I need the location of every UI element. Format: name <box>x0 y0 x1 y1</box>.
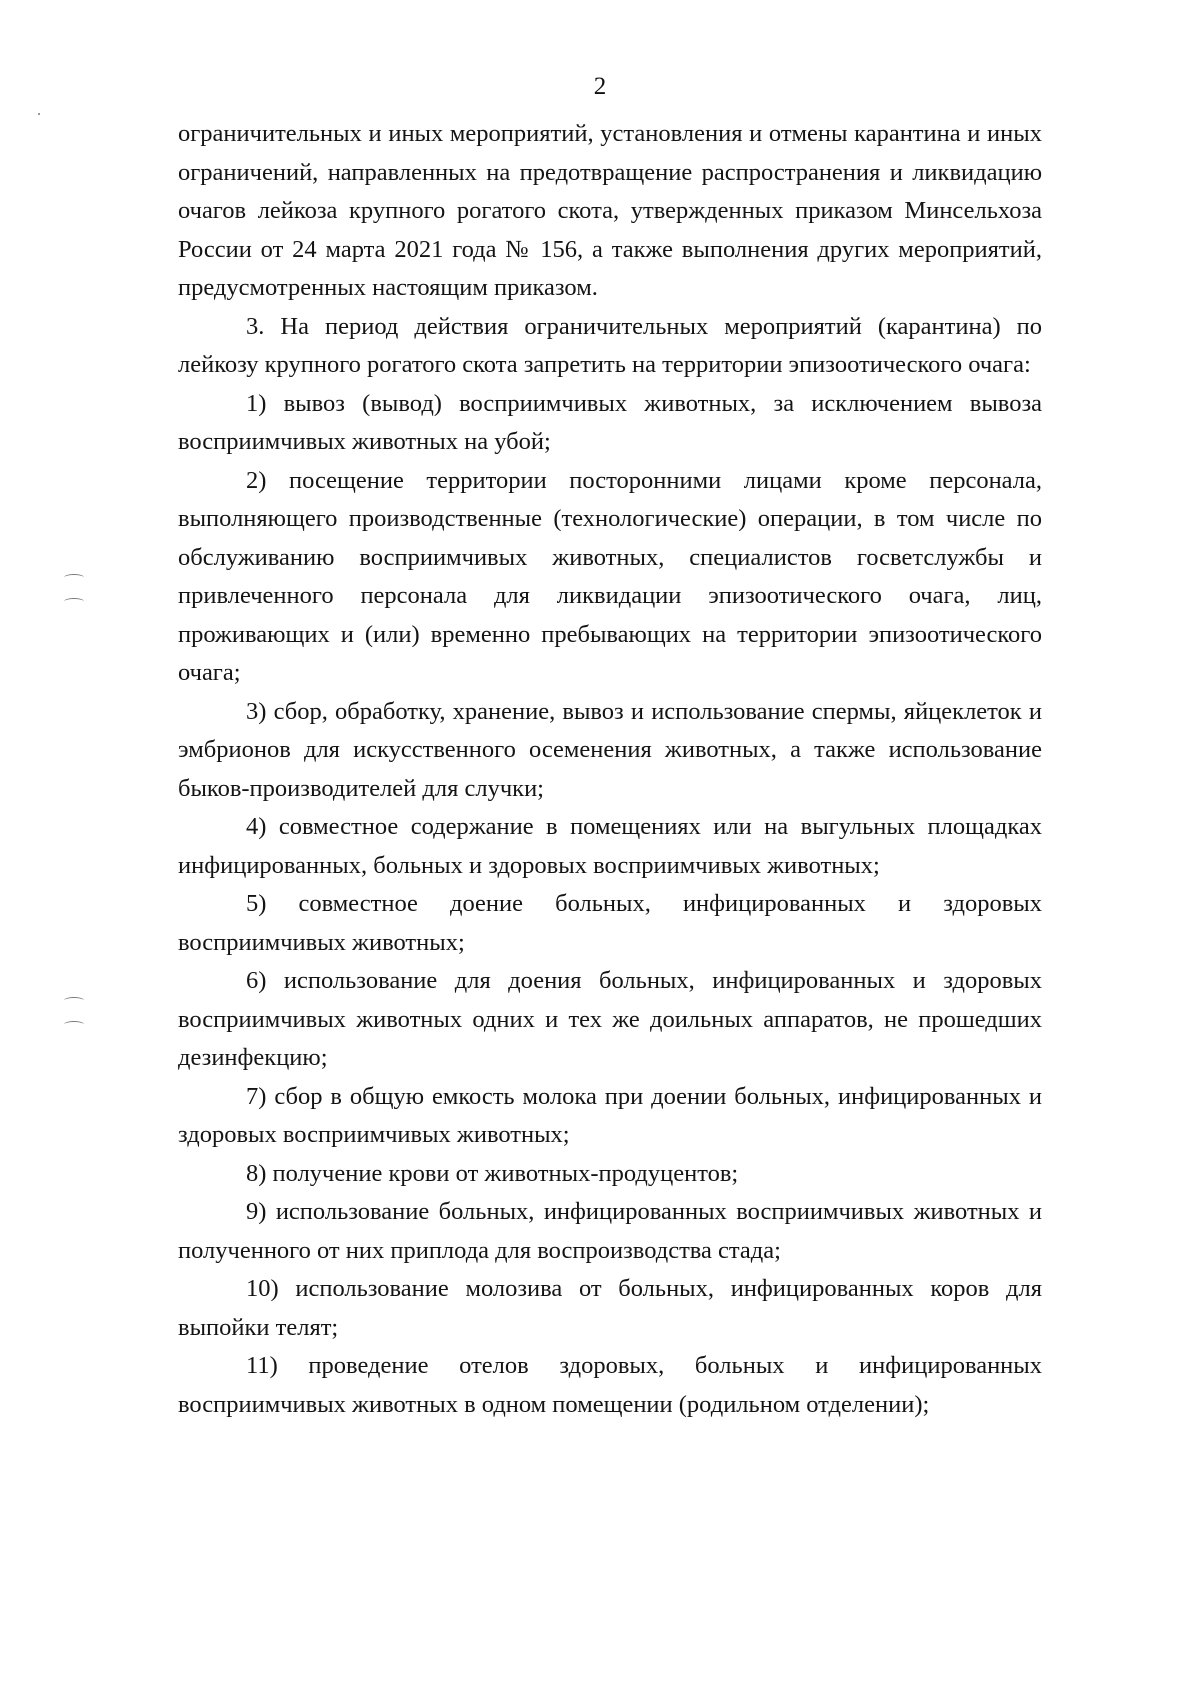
scan-hole-mark <box>64 598 84 605</box>
scan-hole-mark <box>64 997 84 1004</box>
list-item-2: 2) посещение территории посторонними лицами кроме персонала, выполняющего производственные (технологические) операции, в том числе по обслуживанию восприимчивых животных, специалистов госветслужбы и привлеченного персонала для ликвидации эпизоотического очага, лиц, проживающих и (или) временно пребывающих на территории эпизоотического очага; <box>178 466 1042 686</box>
list-item-6: 6) использование для доения больных, инфицированных и здоровых восприимчивых животных одних и тех же доильных аппаратов, не прошедших дезинфекцию; <box>178 967 1042 1071</box>
list-item-8: 8) получение крови от животных-продуцентов; <box>246 1159 739 1187</box>
paragraph-item-3: 3. На период действия ограничительных мероприятий (карантина) по лейкозу крупного рогатого скота запретить на территории эпизоотического очага: <box>178 312 1042 378</box>
list-item-9: 9) использование больных, инфицированных восприимчивых животных и полученного от них приплода для воспроизводства стада; <box>178 1198 1042 1264</box>
list-item-4: 4) совместное содержание в помещениях или на выгульных площадках инфицированных, больных и здоровых восприимчивых животных; <box>178 813 1042 879</box>
list-item-7: 7) сбор в общую емкость молока при доении больных, инфицированных и здоровых восприимчивых животных; <box>178 1082 1042 1148</box>
list-item-3: 3) сбор, обработку, хранение, вывоз и использование спермы, яйцеклеток и эмбрионов для искусственного осеменения животных, а также использование быков-производителей для случки; <box>178 697 1042 802</box>
scan-hole-mark <box>64 1021 84 1028</box>
list-item-5: 5) совместное доение больных, инфицированных и здоровых восприимчивых животных; <box>178 890 1042 956</box>
list-item-10: 10) использование молозива от больных, инфицированных коров для выпойки телят; <box>178 1275 1042 1341</box>
list-item-1: 1) вывоз (вывод) восприимчивых животных, за исключением вывоза восприимчивых животных на убой; <box>178 389 1042 455</box>
list-item-11: 11) проведение отелов здоровых, больных и инфицированных восприимчивых животных в одном помещении (родильном отделении); <box>178 1352 1042 1418</box>
document-body <box>178 115 1042 1424</box>
paragraph-continuation: ограничительных и иных мероприятий, установления и отмены карантина и иных ограничений, направленных на предотвращение распространения и ликвидацию очагов лейкоза крупного рогатого скота, утвержденных приказом Минсельхоза России от 24 марта 2021 года № 156, а также выполнения других мероприятий, предусмотренных настоящим приказом. <box>178 120 1042 301</box>
scan-speck <box>38 113 40 115</box>
page-number: 2 <box>593 73 607 100</box>
scan-hole-mark <box>64 574 84 581</box>
